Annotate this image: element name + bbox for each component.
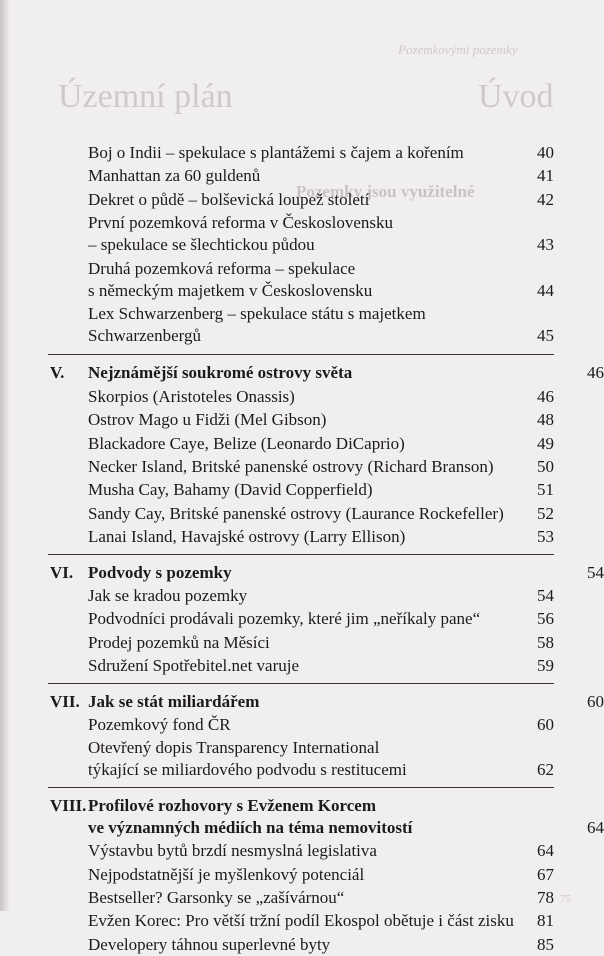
toc-entry-title-line: Sdružení Spotřebitel.net varuje <box>88 656 300 676</box>
bleed-through-page-number: 75 <box>560 893 571 905</box>
toc-entry-title-line: s německým majetkem v Československu <box>88 280 373 300</box>
toc-entry[interactable] <box>88 737 554 781</box>
toc-entry-title-line: Podvodníci prodávali pozemky, které jim „neříkaly pane“ <box>88 609 481 629</box>
toc-entry[interactable] <box>88 479 554 501</box>
toc-entry-page-number: 40 <box>537 143 554 162</box>
section-title-line: Nejznámější soukromé ostrovy světa <box>88 363 353 383</box>
toc-entry-page-number: 50 <box>537 457 554 476</box>
section-page-number: 46 <box>587 363 604 383</box>
toc-entry-title-line: Musha Cay, Bahamy (David Copperfield) <box>88 480 373 500</box>
bleed-through-running-head: Pozemkovými pozemky <box>398 42 518 57</box>
toc-entry-page-number: 56 <box>537 609 554 629</box>
toc-entry[interactable] <box>88 303 554 347</box>
section-divider <box>48 554 554 555</box>
toc-entry-page-number: 62 <box>537 760 554 780</box>
toc-entry-page-number: 52 <box>537 503 554 523</box>
toc-entry-page-number: 51 <box>537 480 554 500</box>
toc-entry-page-number: 46 <box>537 386 554 406</box>
toc-entry[interactable] <box>88 840 554 862</box>
section-page-number: 54 <box>587 562 604 582</box>
section-title-line: Profilové rozhovory s Evženem Korcem <box>88 795 376 815</box>
toc-entry[interactable] <box>88 655 554 677</box>
toc-entry-page-number: 49 <box>537 433 554 453</box>
bleed-through-heading-left: Územní plán <box>58 78 233 115</box>
section-roman-numeral: VII. <box>50 691 80 711</box>
toc-entry-title-line: Sandy Cay, Britské panenské ostrovy (Laurance Rockefeller) <box>88 503 504 523</box>
toc-entry-title-line: – spekulace se šlechtickou půdou <box>88 235 315 255</box>
section-title-line: Jak se stát miliardářem <box>88 691 260 711</box>
section-title <box>88 562 558 584</box>
toc-entry-page-number: 60 <box>537 715 554 734</box>
toc-entry-page-number: 64 <box>537 841 554 861</box>
toc-section-heading[interactable] <box>50 362 604 384</box>
toc-entry[interactable] <box>88 165 554 187</box>
toc-section-heading[interactable] <box>50 691 604 713</box>
toc-entry-title-line: Jak se kradou pozemky <box>88 586 248 605</box>
toc-entry-title-line: Nejpodstatnější je myšlenkový potenciál <box>88 864 365 884</box>
section-title-line: ve významných médiích na téma nemovitostí <box>88 817 413 837</box>
toc-entry-title-line: Pozemkový fond ČR <box>88 715 231 734</box>
toc-entry[interactable] <box>88 456 554 478</box>
toc-entry[interactable] <box>88 526 554 548</box>
toc-entry-title-line: První pozemková reforma v Československu <box>88 213 393 233</box>
toc-entry-page-number: 53 <box>537 527 554 547</box>
section-roman-numeral: VI. <box>50 562 74 582</box>
toc-entry-title-line: Výstavbu bytů brzdí nesmyslná legislativa <box>88 841 377 861</box>
toc-entry-title-line: Lex Schwarzenberg – spekulace státu s majetkem <box>88 304 426 323</box>
bleed-through-subheading: Pozemky jsou využitelné <box>296 182 475 201</box>
toc-entry-title-line: Skorpios (Aristoteles Onassis) <box>88 386 295 406</box>
toc-entry-page-number: 85 <box>537 934 554 954</box>
toc-entry[interactable] <box>88 212 554 256</box>
toc-entry-title-line: Blackadore Caye, Belize (Leonardo DiCaprio) <box>88 433 405 453</box>
toc-entry[interactable] <box>88 142 554 164</box>
section-page-number: 60 <box>587 691 604 711</box>
section-page-number: 64 <box>587 817 604 837</box>
toc-entry[interactable] <box>88 608 554 630</box>
toc-entry[interactable] <box>88 714 554 736</box>
toc-entry-title-line: Manhattan za 60 guldenů <box>88 166 261 186</box>
toc-entry[interactable] <box>88 632 554 654</box>
section-divider <box>48 683 554 684</box>
toc-entry[interactable] <box>88 409 554 431</box>
toc-entry-page-number: 78 <box>537 888 554 907</box>
toc-entry-title-line: Evžen Korec: Pro větší tržní podíl Ekospol obětuje i část zisku <box>88 911 514 931</box>
toc-entry-title-line: týkající se miliardového podvodu s restitucemi <box>88 760 407 780</box>
section-title <box>88 691 558 713</box>
section-divider <box>48 354 554 355</box>
toc-entry-page-number: 45 <box>537 326 554 345</box>
toc-entry[interactable] <box>88 887 554 909</box>
section-title-line: Podvody s pozemky <box>88 562 232 582</box>
toc-entry-title-line: Bestseller? Garsonky se „zašívárnou“ <box>88 888 345 907</box>
toc-entry-title-line: Lanai Island, Havajské ostrovy (Larry Ellison) <box>88 527 406 547</box>
toc-entry-title-line: Schwarzenbergů <box>88 326 201 345</box>
toc-entry[interactable] <box>88 258 554 302</box>
section-roman-numeral: V. <box>50 363 65 383</box>
toc-entry-title-line: Developery táhnou superlevné byty <box>88 934 331 954</box>
toc-entry[interactable] <box>88 864 554 886</box>
section-divider <box>48 787 554 788</box>
toc-section-heading[interactable] <box>50 795 604 839</box>
toc-entry-page-number: 67 <box>537 864 554 884</box>
toc-entry[interactable] <box>88 910 554 932</box>
toc-entry[interactable] <box>88 189 554 211</box>
section-roman-numeral: VIII. <box>50 795 87 815</box>
toc-entry-page-number: 81 <box>537 911 554 931</box>
toc-entry-title-line: Necker Island, Britské panenské ostrovy (Richard Branson) <box>88 457 494 476</box>
toc-entry-page-number: 43 <box>537 235 554 255</box>
toc-entry-title-line: Otevřený dopis Transparency International <box>88 738 380 758</box>
toc-entry-title-line: Druhá pozemková reforma – spekulace <box>88 258 356 278</box>
toc-entry[interactable] <box>88 934 554 956</box>
toc-entry-page-number: 41 <box>537 166 554 186</box>
toc-entry-page-number: 44 <box>537 280 554 300</box>
toc-entry-title-line: Ostrov Mago u Fidži (Mel Gibson) <box>88 410 327 430</box>
toc-entry-page-number: 54 <box>537 586 554 605</box>
section-title <box>88 362 558 384</box>
toc-entry[interactable] <box>88 503 554 525</box>
toc-entry-page-number: 58 <box>537 632 554 652</box>
toc-entry[interactable] <box>88 433 554 455</box>
toc-section-heading[interactable] <box>50 562 604 584</box>
toc-entry-page-number: 48 <box>537 410 554 430</box>
toc-entry[interactable] <box>88 386 554 408</box>
toc-entry-page-number: 42 <box>537 189 554 209</box>
toc-entry-title-line: Prodej pozemků na Měsíci <box>88 632 270 652</box>
toc-entry-title-line: Dekret o půdě – bolševická loupež století <box>88 189 370 209</box>
bleed-through-heading-right: Úvod <box>478 78 554 115</box>
toc-entry-page-number: 59 <box>537 656 554 676</box>
toc-entry-title-line: Boj o Indii – spekulace s plantážemi s čajem a kořením <box>88 143 464 162</box>
toc-entry[interactable] <box>88 585 554 607</box>
section-title <box>88 795 558 839</box>
